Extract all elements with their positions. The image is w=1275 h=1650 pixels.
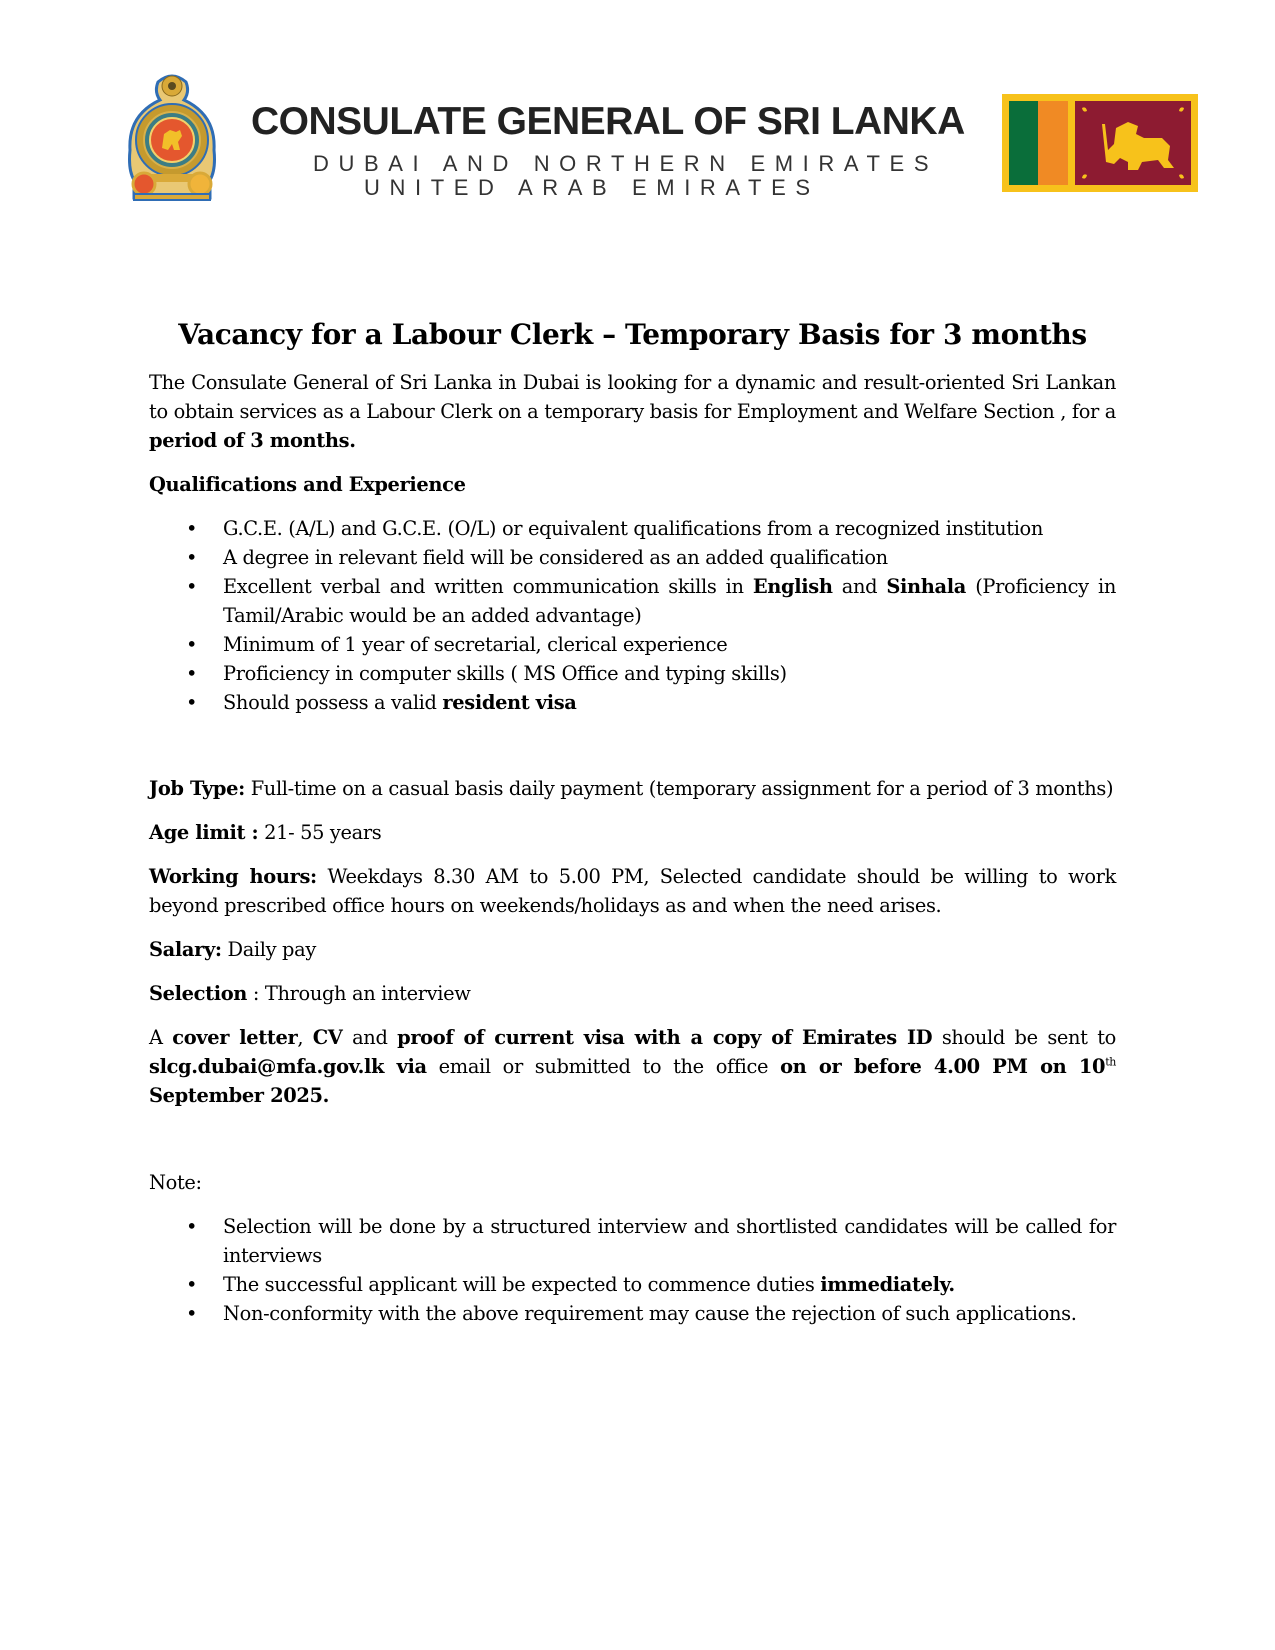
list-item: • A degree in relevant field will be considered as an added qualification bbox=[149, 543, 1116, 572]
working-hours: Working hours: Weekdays 8.30 AM to 5.00 PM, Selected candidate should be willing to work beyond prescribed office hours on weekends/holidays as and when the need arises. bbox=[149, 865, 1116, 917]
bullet-icon: • bbox=[186, 1273, 198, 1296]
page-title: Vacancy for a Labour Clerk – Temporary Basis for 3 months bbox=[178, 318, 1087, 351]
list-item: • Non-conformity with the above requirement may cause the rejection of such applications. bbox=[149, 1299, 1116, 1328]
organization-subtitle-country: UNITED ARAB EMIRATES bbox=[364, 175, 820, 200]
qualifications-heading: Qualifications and Experience bbox=[149, 473, 466, 496]
sri-lanka-emblem-icon bbox=[124, 70, 220, 210]
salary: Salary: Daily pay bbox=[149, 938, 316, 961]
list-item: • Excellent verbal and written communication skills in English and Sinhala (Proficiency in Tamil/Arabic would be an added advantage) bbox=[149, 572, 1116, 630]
list-item: • Minimum of 1 year of secretarial, clerical experience bbox=[149, 630, 1116, 659]
bullet-icon: • bbox=[186, 1215, 198, 1238]
bullet-icon: • bbox=[186, 633, 198, 656]
bullet-icon: • bbox=[186, 691, 198, 714]
letterhead bbox=[0, 0, 1275, 230]
list-item: • G.C.E. (A/L) and G.C.E. (O/L) or equivalent qualifications from a recognized institution bbox=[149, 514, 1116, 543]
contact-email[interactable]: slcg.dubai@mfa.gov.lk bbox=[149, 1055, 385, 1078]
note-list bbox=[149, 1212, 1116, 1328]
list-item: • The successful applicant will be expected to commence duties immediately. bbox=[149, 1270, 1116, 1299]
bullet-icon: • bbox=[186, 546, 198, 569]
sri-lanka-flag-icon bbox=[1002, 94, 1198, 192]
bullet-icon: • bbox=[186, 575, 198, 598]
list-item: • Selection will be done by a structured interview and shortlisted candidates will be called for interviews bbox=[149, 1212, 1116, 1270]
job-type: Job Type: Full-time on a casual basis daily payment (temporary assignment for a period of 3 months) bbox=[149, 777, 1114, 800]
list-item: • Should possess a valid resident visa bbox=[149, 688, 1116, 717]
vacancy-notice bbox=[149, 318, 1116, 1328]
application-instructions: A cover letter, CV and proof of current visa with a copy of Emirates ID should be sent to slcg.dubai@mfa.gov.lk via email or submitted to the office on or before 4.00 PM on 10th September 2025. bbox=[149, 1026, 1116, 1107]
bullet-icon: • bbox=[186, 662, 198, 685]
bullet-icon: • bbox=[186, 517, 198, 540]
qualifications-list bbox=[149, 514, 1116, 717]
note-heading: Note: bbox=[149, 1171, 202, 1194]
selection: Selection : Through an interview bbox=[149, 982, 471, 1005]
intro-paragraph: The Consulate General of Sri Lanka in Dubai is looking for a dynamic and result-oriented Sri Lankan to obtain services as a Labour Clerk on a temporary basis for Employment and Welfare Section , for a period of 3 months. bbox=[149, 371, 1116, 452]
age-limit: Age limit : 21- 55 years bbox=[149, 821, 382, 844]
bullet-icon: • bbox=[186, 1302, 198, 1325]
organization-subtitle-region: DUBAI AND NORTHERN EMIRATES bbox=[313, 151, 939, 176]
list-item: • Proficiency in computer skills ( MS Office and typing skills) bbox=[149, 659, 1116, 688]
organization-name: CONSULATE GENERAL OF SRI LANKA bbox=[251, 100, 965, 143]
